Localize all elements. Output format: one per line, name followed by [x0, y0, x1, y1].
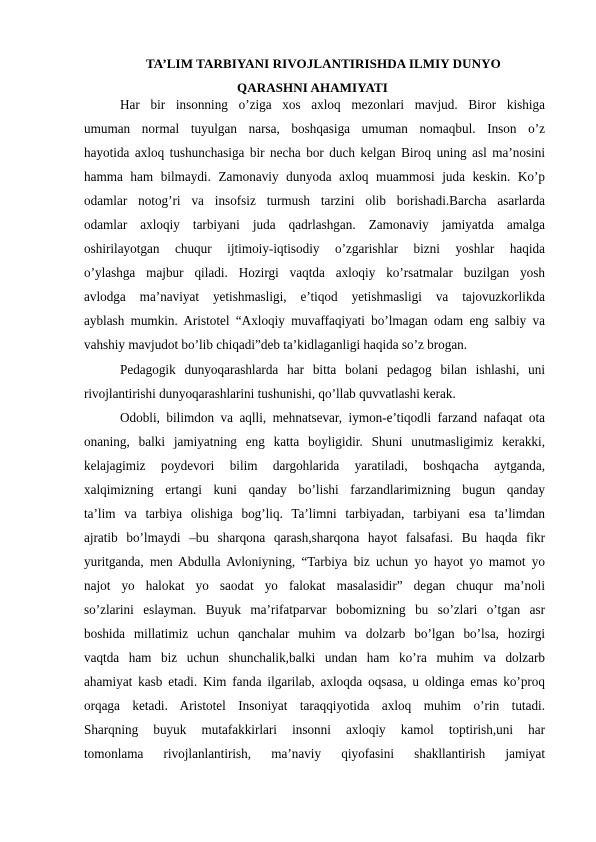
paragraph-line: xalqimizning ertangi kuni qanday bo’lishi farzandlarimizning bugun qanday — [84, 481, 545, 497]
paragraph-line: onaning, balki jamiyatning eng katta boyligidir. Shuni unutmasligimiz kerakki, — [84, 433, 545, 449]
paragraph-line: yuritganda, men Abdulla Avloniyning, “Tarbiya biz uchun yo hayot yo mamot yo — [84, 553, 545, 569]
document-title-line-1: TA’LIM TARBIYANI RIVOJLANTIRISHDA ILMIY DUNYO — [146, 56, 501, 71]
paragraph-line: rivojlantirishi dunyoqarashlarini tushunishi, qo’llab quvvatlashi kerak. — [84, 385, 456, 401]
document-body — [84, 93, 545, 766]
paragraph-2 — [84, 358, 545, 406]
paragraph-line: hamma ham bilmaydi. Zamonaviy dunyoda axloq muammosi juda keskin. Ko’p — [84, 169, 545, 185]
paragraph-line: ta’lim va tarbiya olishiga bog’liq. Ta’limni tarbiyadan, tarbiyani esa ta’limdan — [84, 505, 545, 521]
paragraph-line: ahamiyat kasb etadi. Kim fanda ilgarilab, axloqda oqsasa, u oldinga emas ko’proq — [84, 674, 545, 690]
paragraph-line: odamlar axloqiy tarbiyani juda qadrlashgan. Zamonaviy jamiyatda amalga — [84, 217, 545, 233]
paragraph-line: orqaga ketadi. Aristotel Insoniyat taraqqiyotida axloq muhim o’rin tutadi. — [84, 698, 545, 714]
paragraph-line: avlodga ma’naviyat yetishmasligi, e’tiqod yetishmasligi va tajovuzkorlikda — [84, 289, 545, 305]
paragraph-line: najot yo halokat yo saodat yo falokat masalasidir” degan chuqur ma’noli — [84, 577, 545, 593]
paragraph-line: tomonlama rivojlanlantirish, ma’naviy qiyofasini shakllantirish jamiyat — [84, 746, 545, 762]
paragraph-line: oshirilayotgan chuqur ijtimoiy-iqtisodiy o’zgarishlar bizni yoshlar haqida — [84, 241, 545, 257]
document-title-line-2: QARASHNI AHAMIYATI — [237, 80, 388, 95]
paragraph-1 — [84, 93, 545, 358]
paragraph-line: o’ylashga majbur qiladi. Hozirgi vaqtda axloqiy ko’rsatmalar buzilgan yosh — [84, 265, 545, 281]
paragraph-line: Har bir insonning o’ziga xos axloq mezonlari mavjud. Biror kishiga — [120, 97, 545, 112]
paragraph-line: ajratib bo’lmaydi –bu sharqona qarash,sharqona hayot falsafasi. Bu haqda fikr — [84, 529, 545, 545]
paragraph-line: so’zlarini eslayman. Buyuk ma’rifatparvar bobomizning bu so’zlari o’tgan asr — [84, 601, 545, 617]
paragraph-line: Pedagogik dunyoqarashlarda har bitta bolani pedagog bilan ishlashi, uni — [120, 361, 545, 377]
paragraph-line: kelajagimiz poydevori bilim dargohlarida yaratiladi, boshqacha aytganda, — [84, 457, 545, 473]
paragraph-line: Odobli, bilimdon va aqlli, mehnatsevar, iymon-e’tiqodli farzand nafaqat ota — [120, 409, 545, 425]
paragraph-3 — [84, 406, 545, 767]
paragraph-line: vaqtda ham biz uchun shunchalik,balki undan ham ko’ra muhim va dolzarb — [84, 650, 545, 666]
paragraph-line: hayotida axloq tushunchasiga bir necha bor duch kelgan Biroq uning asl ma’nosini — [84, 145, 545, 161]
paragraph-line: ayblash mumkin. Aristotel “Axloqiy muvaffaqiyati bo’lmagan odam eng salbiy va — [84, 313, 545, 329]
paragraph-line: boshida millatimiz uchun qanchalar muhim va dolzarb bo’lgan bo’lsa, hozirgi — [84, 626, 545, 642]
paragraph-line: vahshiy mavjudot bo’lib chiqadi”deb ta’kidlaganligi haqida so’z brogan. — [84, 337, 468, 353]
paragraph-line: umuman normal tuyulgan narsa, boshqasiga umuman nomaqbul. Inson o’z — [84, 121, 545, 137]
paragraph-line: odamlar notog’ri va insofsiz turmush tarzini olib borishadi.Barcha asarlarda — [84, 193, 545, 209]
paragraph-line: Sharqning buyuk mutafakkirlari insonni axloqiy kamol toptirish,uni har — [84, 722, 545, 738]
